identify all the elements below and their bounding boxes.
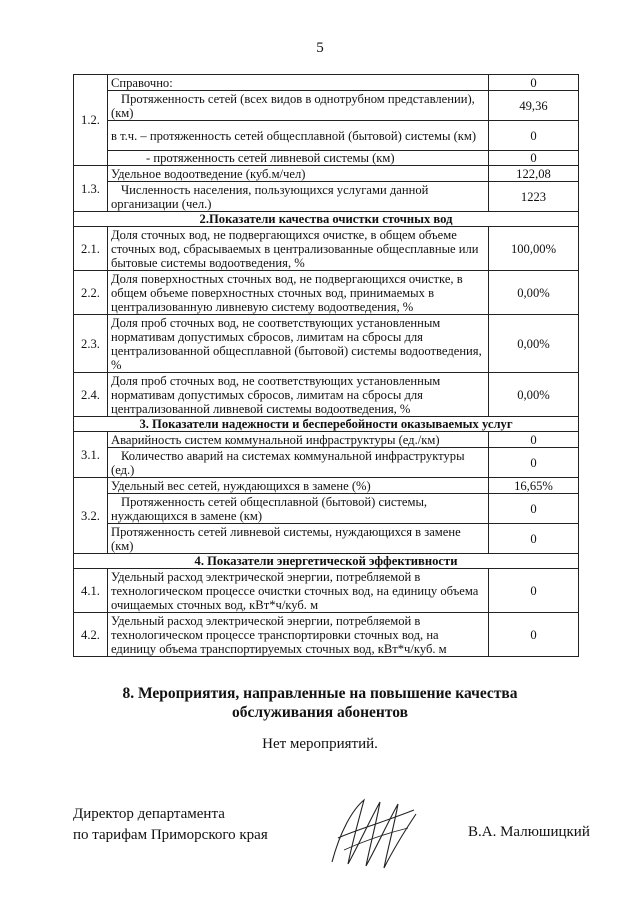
row-value: 122,08 bbox=[489, 166, 579, 182]
row-text: Численность населения, пользующихся услугами данной организации (чел.) bbox=[108, 182, 489, 212]
row-number: 2.4. bbox=[74, 373, 108, 417]
section-8-title: 8. Мероприятия, направленные на повышение качества обслуживания абонентов bbox=[122, 685, 518, 721]
row-value: 0,00% bbox=[489, 373, 579, 417]
row-value: 0 bbox=[489, 613, 579, 657]
section-header-row bbox=[74, 212, 579, 227]
indicators-table bbox=[73, 74, 579, 657]
row-text: Удельное водоотведение (куб.м/чел) bbox=[108, 166, 489, 182]
signer-position-line2: по тарифам Приморского края bbox=[73, 827, 268, 843]
row-value: 16,65% bbox=[489, 478, 579, 494]
row-number: 1.2. bbox=[74, 75, 108, 166]
row-value: 0,00% bbox=[489, 271, 579, 315]
table-row bbox=[74, 151, 579, 166]
row-text: Доля сточных вод, не подвергающихся очистке, в общем объеме сточных вод, сбрасываемых в централизованные общесплавные или бытовые системы водоотведения, % bbox=[108, 227, 489, 271]
signer-position bbox=[73, 804, 268, 846]
table-row bbox=[74, 569, 579, 613]
table-row bbox=[74, 432, 579, 448]
row-value: 0 bbox=[489, 494, 579, 524]
row-text: Протяженность сетей (всех видов в однотрубном представлении), (км) bbox=[108, 91, 489, 121]
table-row bbox=[74, 494, 579, 524]
table-row bbox=[74, 478, 579, 494]
row-value: 0 bbox=[489, 75, 579, 91]
row-text: Протяженность сетей общесплавной (бытовой) системы, нуждающихся в замене (км) bbox=[108, 494, 489, 524]
no-measures-text: Нет мероприятий. bbox=[262, 736, 378, 752]
row-text: Протяженность сетей ливневой системы, нуждающихся в замене (км) bbox=[108, 524, 489, 554]
table-row bbox=[74, 75, 579, 91]
row-text: Доля проб сточных вод, не соответствующих установленным нормативам допустимых сбросов, лимитам на сбросы для централизованной ливневой системы водоотведения, % bbox=[108, 373, 489, 417]
table-row bbox=[74, 448, 579, 478]
row-value: 100,00% bbox=[489, 227, 579, 271]
section-header-row bbox=[74, 554, 579, 569]
section-header-row bbox=[74, 417, 579, 432]
row-text: Аварийность систем коммунальной инфраструктуры (ед./км) bbox=[108, 432, 489, 448]
row-value: 49,36 bbox=[489, 91, 579, 121]
row-value: 0 bbox=[489, 432, 579, 448]
section-header: 2.Показатели качества очистки сточных вод bbox=[74, 212, 579, 227]
row-text: в т.ч. – протяженность сетей общесплавной (бытовой) системы (км) bbox=[108, 121, 489, 151]
row-text: Количество аварий на системах коммунальной инфраструктуры (ед.) bbox=[108, 448, 489, 478]
row-value: 0 bbox=[489, 151, 579, 166]
row-value: 0 bbox=[489, 524, 579, 554]
row-value: 0 bbox=[489, 448, 579, 478]
row-number: 1.3. bbox=[74, 166, 108, 212]
table-row bbox=[74, 613, 579, 657]
row-text: Доля поверхностных сточных вод, не подвергающихся очистке, в общем объеме поверхностных сточных вод, принимаемых в централизованную ливневую систему водоотведения, % bbox=[108, 271, 489, 315]
table-row bbox=[74, 373, 579, 417]
row-text: - протяженность сетей ливневой системы (км) bbox=[108, 151, 489, 166]
section-header: 4. Показатели энергетической эффективности bbox=[74, 554, 579, 569]
table-row bbox=[74, 166, 579, 182]
table-row bbox=[74, 121, 579, 151]
row-number: 2.2. bbox=[74, 271, 108, 315]
signer-position-line1: Директор департамента bbox=[73, 806, 225, 822]
row-number: 4.1. bbox=[74, 569, 108, 613]
row-number: 2.1. bbox=[74, 227, 108, 271]
page-number: 5 bbox=[316, 40, 324, 56]
row-value: 0 bbox=[489, 569, 579, 613]
table-row bbox=[74, 271, 579, 315]
row-text: Справочно: bbox=[108, 75, 489, 91]
row-text: Удельный расход электрической энергии, потребляемой в технологическом процессе транспортировки сточных вод, на единицу объема транспортируемых сточных вод, кВт*ч/куб. м bbox=[108, 613, 489, 657]
row-text: Удельный вес сетей, нуждающихся в замене (%) bbox=[108, 478, 489, 494]
table-row bbox=[74, 182, 579, 212]
row-value: 1223 bbox=[489, 182, 579, 212]
signer-name: В.А. Малюшицкий bbox=[468, 824, 590, 840]
row-value: 0,00% bbox=[489, 315, 579, 373]
row-text: Удельный расход электрической энергии, потребляемой в технологическом процессе очистки сточных вод, на единицу объема очищаемых сточных вод, кВт*ч/куб. м bbox=[108, 569, 489, 613]
row-number: 4.2. bbox=[74, 613, 108, 657]
row-number: 2.3. bbox=[74, 315, 108, 373]
row-number: 3.1. bbox=[74, 432, 108, 478]
row-value: 0 bbox=[489, 121, 579, 151]
table-row bbox=[74, 91, 579, 121]
table-row bbox=[74, 315, 579, 373]
row-number: 3.2. bbox=[74, 478, 108, 554]
table-row bbox=[74, 524, 579, 554]
section-header: 3. Показатели надежности и бесперебойности оказываемых услуг bbox=[74, 417, 579, 432]
row-text: Доля проб сточных вод, не соответствующих установленным нормативам допустимых сбросов, лимитам на сбросы для централизованной общесплавной (бытовой) системы водоотведения, % bbox=[108, 315, 489, 373]
table-row bbox=[74, 227, 579, 271]
signature-icon bbox=[318, 792, 428, 872]
